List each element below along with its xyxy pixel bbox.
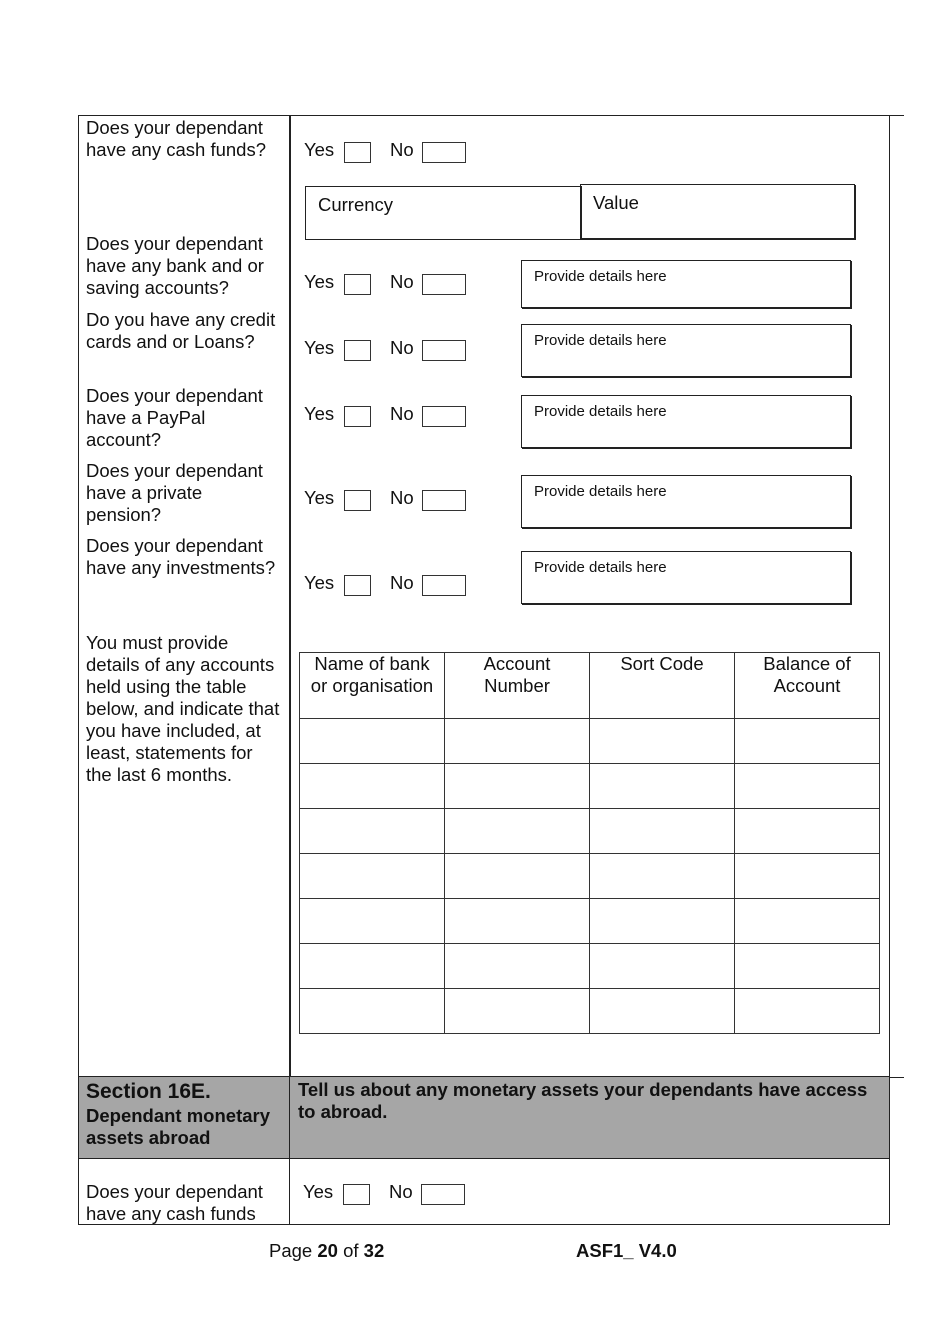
page-current: 20 bbox=[317, 1240, 338, 1261]
table-cell[interactable] bbox=[300, 719, 445, 764]
bank-accounts-yes-checkbox[interactable] bbox=[344, 274, 371, 295]
section-subtitle: Dependant monetary assets abroad bbox=[86, 1105, 271, 1148]
header-sort-code: Sort Code bbox=[590, 653, 735, 719]
abroad-cash-yes-checkbox[interactable] bbox=[343, 1184, 370, 1205]
no-label: No bbox=[390, 271, 414, 292]
cash-funds-no-checkbox[interactable] bbox=[422, 142, 466, 163]
pension-details-field[interactable]: Provide details here bbox=[521, 475, 851, 528]
table-cell[interactable] bbox=[300, 809, 445, 854]
yes-label: Yes bbox=[304, 337, 335, 358]
no-label: No bbox=[390, 487, 414, 508]
section-title: Section 16E. bbox=[86, 1080, 211, 1103]
table-cell[interactable] bbox=[445, 899, 590, 944]
no-label: No bbox=[390, 572, 414, 593]
table-cell[interactable] bbox=[590, 719, 735, 764]
table-cell[interactable] bbox=[735, 944, 880, 989]
table-cell[interactable] bbox=[445, 764, 590, 809]
table-cell[interactable] bbox=[590, 809, 735, 854]
header-balance: Balance of Account bbox=[735, 653, 880, 719]
table-cell[interactable] bbox=[735, 899, 880, 944]
question-credit-cards: Do you have any credit cards and or Loans? bbox=[86, 309, 276, 352]
frame-tick-section bbox=[890, 1077, 904, 1078]
credit-cards-no-checkbox[interactable] bbox=[422, 340, 466, 361]
no-label: No bbox=[389, 1181, 413, 1202]
investments-yes-checkbox[interactable] bbox=[344, 575, 371, 596]
table-cell[interactable] bbox=[590, 899, 735, 944]
pension-no-checkbox[interactable] bbox=[422, 490, 466, 511]
table-cell[interactable] bbox=[590, 764, 735, 809]
table-row bbox=[300, 854, 880, 899]
table-cell[interactable] bbox=[300, 854, 445, 899]
table-cell[interactable] bbox=[300, 944, 445, 989]
section-description: Tell us about any monetary assets your dependants have access to abroad. bbox=[298, 1079, 868, 1122]
table-row bbox=[300, 719, 880, 764]
section-bottom-rule bbox=[78, 1158, 890, 1159]
question-bank-accounts: Does your dependant have any bank and or saving accounts? bbox=[86, 233, 264, 298]
no-label: No bbox=[390, 139, 414, 160]
accounts-instruction: You must provide details of any accounts held using the table below, and indicate that you have included, at least, statements for the last 6 months. bbox=[86, 632, 280, 785]
credit-cards-details-field[interactable]: Provide details here bbox=[521, 324, 851, 377]
bank-accounts-details-field[interactable]: Provide details here bbox=[521, 260, 851, 308]
frame-tick-top bbox=[890, 115, 904, 116]
table-cell[interactable] bbox=[445, 809, 590, 854]
table-cell[interactable] bbox=[735, 764, 880, 809]
page-of: of bbox=[343, 1240, 359, 1261]
paypal-details-field[interactable]: Provide details here bbox=[521, 395, 851, 448]
yes-label: Yes bbox=[303, 1181, 334, 1202]
credit-cards-yes-checkbox[interactable] bbox=[344, 340, 371, 361]
question-paypal: Does your dependant have a PayPal account? bbox=[86, 385, 263, 450]
investments-details-field[interactable]: Provide details here bbox=[521, 551, 851, 604]
table-cell[interactable] bbox=[445, 719, 590, 764]
table-row bbox=[300, 809, 880, 854]
document-reference: ASF1_ V4.0 bbox=[576, 1240, 677, 1261]
table-cell[interactable] bbox=[735, 809, 880, 854]
table-cell[interactable] bbox=[735, 854, 880, 899]
question-abroad-cash-funds: Does your dependant have any cash funds bbox=[86, 1181, 263, 1224]
page-total: 32 bbox=[363, 1240, 385, 1261]
table-cell[interactable] bbox=[735, 719, 880, 764]
table-cell[interactable] bbox=[590, 854, 735, 899]
page-number bbox=[269, 1240, 384, 1262]
question-cash-funds: Does your dependant have any cash funds? bbox=[86, 117, 266, 160]
table-row bbox=[300, 989, 880, 1034]
no-label: No bbox=[390, 337, 414, 358]
yes-label: Yes bbox=[304, 403, 335, 424]
table-cell[interactable] bbox=[445, 854, 590, 899]
header-account-number: Account Number bbox=[445, 653, 590, 719]
table-cell[interactable] bbox=[300, 989, 445, 1034]
section-band-divider bbox=[289, 1077, 290, 1158]
pension-yes-checkbox[interactable] bbox=[344, 490, 371, 511]
no-label: No bbox=[390, 403, 414, 424]
column-divider-heavy bbox=[290, 115, 291, 1077]
table-cell[interactable] bbox=[590, 944, 735, 989]
header-bank-name: Name of bank or organisation bbox=[300, 653, 445, 719]
accounts-table bbox=[299, 652, 880, 1034]
table-row bbox=[300, 944, 880, 989]
investments-no-checkbox[interactable] bbox=[422, 575, 466, 596]
table-cell[interactable] bbox=[300, 764, 445, 809]
table-row bbox=[300, 899, 880, 944]
yes-label: Yes bbox=[304, 572, 335, 593]
page-prefix: Page bbox=[269, 1240, 313, 1261]
yes-label: Yes bbox=[304, 271, 335, 292]
currency-field[interactable]: Currency bbox=[305, 186, 582, 240]
cash-funds-yes-checkbox[interactable] bbox=[344, 142, 371, 163]
accounts-table-header-row bbox=[300, 653, 880, 719]
table-row bbox=[300, 764, 880, 809]
table-cell[interactable] bbox=[300, 899, 445, 944]
bank-accounts-no-checkbox[interactable] bbox=[422, 274, 466, 295]
table-cell[interactable] bbox=[445, 944, 590, 989]
paypal-no-checkbox[interactable] bbox=[422, 406, 466, 427]
abroad-cash-no-checkbox[interactable] bbox=[421, 1184, 465, 1205]
yes-label: Yes bbox=[304, 139, 335, 160]
paypal-yes-checkbox[interactable] bbox=[344, 406, 371, 427]
table-cell[interactable] bbox=[445, 989, 590, 1034]
question-investments: Does your dependant have any investments? bbox=[86, 535, 276, 578]
value-field[interactable]: Value bbox=[580, 184, 855, 239]
yes-label: Yes bbox=[304, 487, 335, 508]
table-cell[interactable] bbox=[590, 989, 735, 1034]
table-cell[interactable] bbox=[735, 989, 880, 1034]
question-private-pension: Does your dependant have a private pension? bbox=[86, 460, 263, 525]
